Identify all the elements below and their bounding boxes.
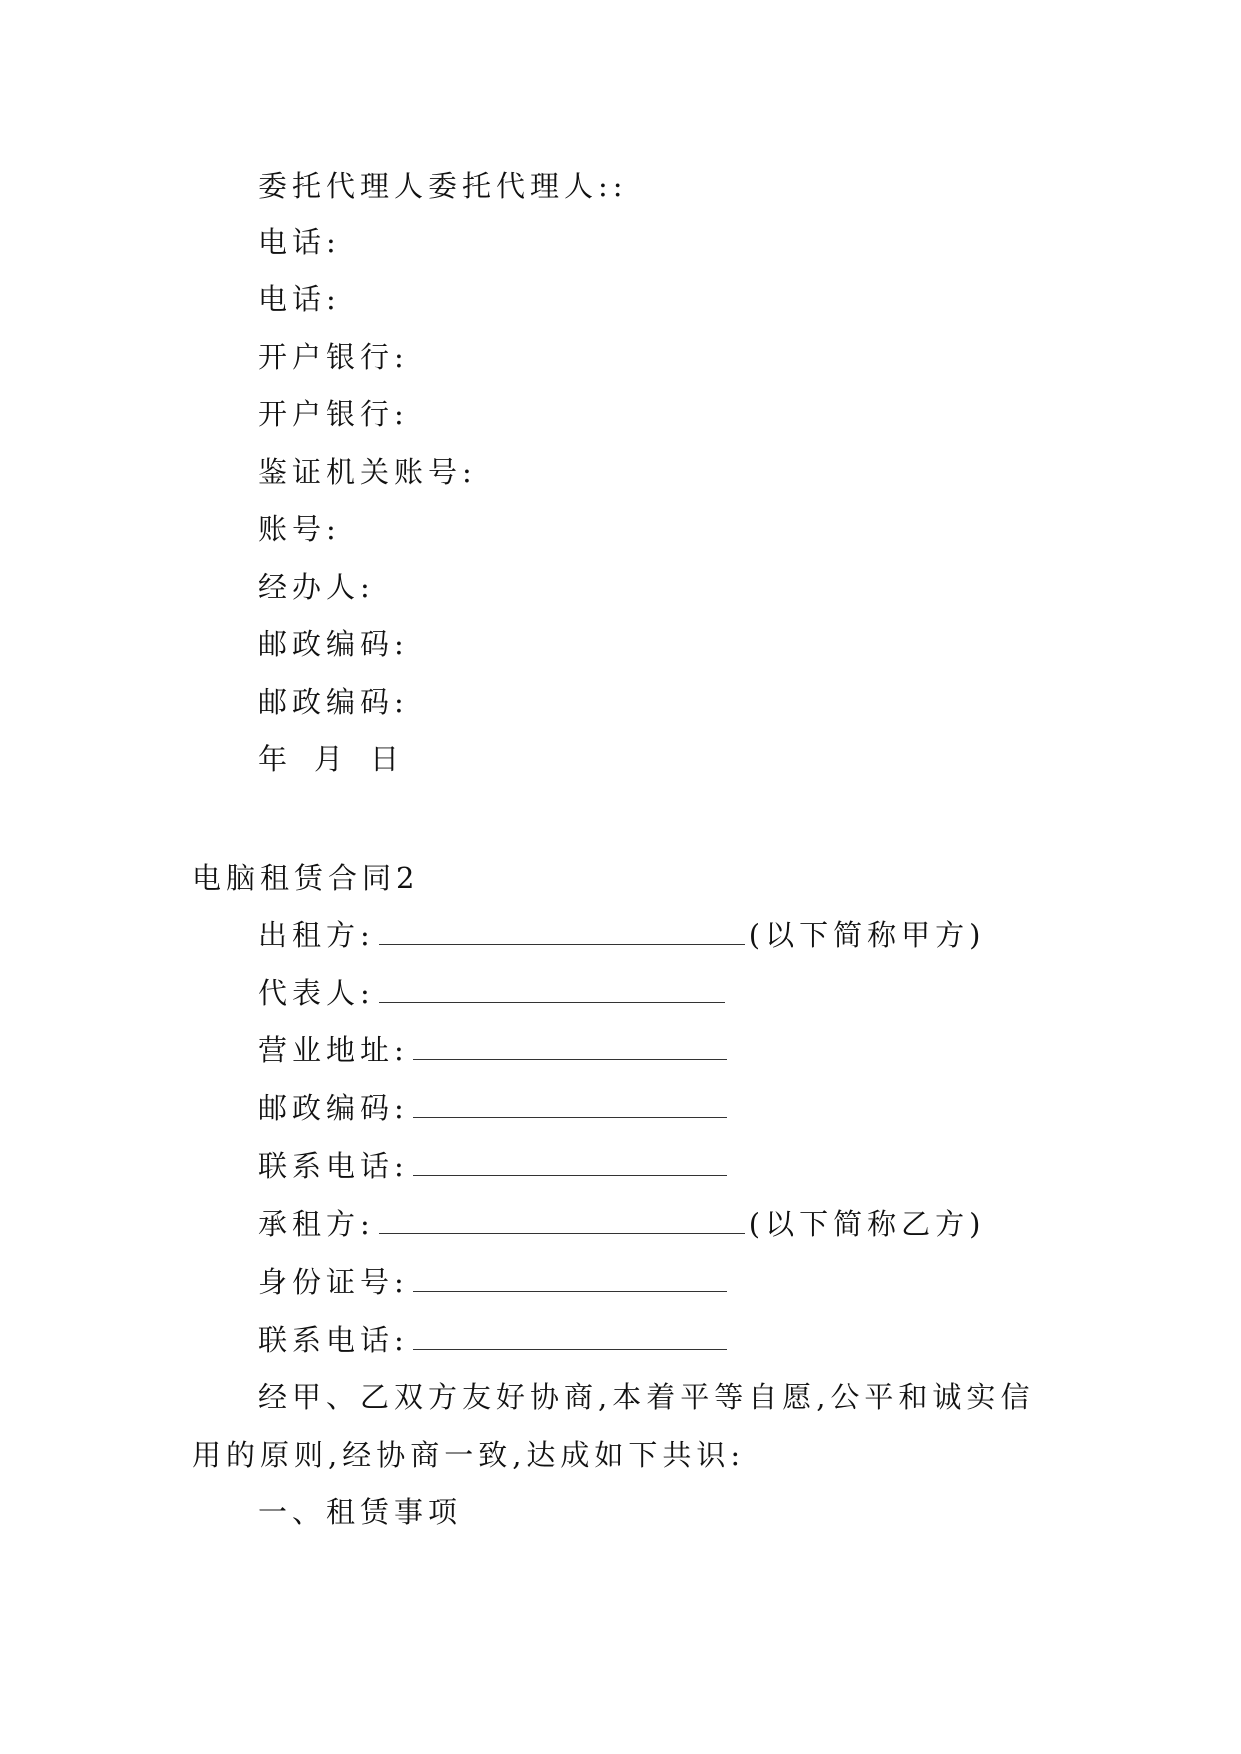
notary-account-label: 鉴证机关账号: bbox=[258, 455, 477, 489]
lessor-line bbox=[258, 918, 986, 952]
lessor-phone-line bbox=[258, 1149, 731, 1183]
postal-code-label: 邮政编码: bbox=[258, 627, 409, 661]
lessor-postal-blank bbox=[413, 1095, 727, 1118]
intro-paragraph: 经甲、乙双方友好协商,本着平等自愿,公平和诚实信用的原则,经协商一致,达成如下共识: bbox=[192, 1380, 1035, 1472]
lessee-phone-label: 联系电话: bbox=[258, 1323, 409, 1357]
lessor-phone-blank bbox=[413, 1153, 727, 1176]
contract-title: 电脑租赁合同2 bbox=[192, 861, 420, 895]
lessee-suffix: (以下简称乙方) bbox=[748, 1207, 986, 1241]
lessor-postal-line bbox=[258, 1091, 731, 1125]
postal-code-label: 邮政编码: bbox=[258, 685, 409, 719]
date-year: 年 bbox=[258, 742, 293, 776]
lessee-label: 承租方: bbox=[258, 1207, 375, 1241]
lessee-phone-line bbox=[258, 1323, 731, 1357]
date-line bbox=[258, 742, 405, 776]
lessee-blank bbox=[379, 1211, 745, 1234]
id-number-label: 身份证号: bbox=[258, 1265, 409, 1299]
lessee-line bbox=[258, 1207, 986, 1241]
handler-label: 经办人: bbox=[258, 570, 375, 604]
id-number-line bbox=[258, 1265, 731, 1299]
lessor-label: 出租方: bbox=[258, 918, 375, 952]
bank-label: 开户银行: bbox=[258, 340, 409, 374]
lessor-blank bbox=[379, 922, 745, 945]
business-address-blank bbox=[413, 1037, 727, 1060]
account-label: 账号: bbox=[258, 512, 341, 546]
lessor-suffix: (以下简称甲方) bbox=[748, 918, 986, 952]
agent-label: 委托代理人委托代理人:: bbox=[258, 169, 628, 203]
date-month: 月 bbox=[314, 742, 349, 776]
bank-label: 开户银行: bbox=[258, 397, 409, 431]
section-heading: 一、租赁事项 bbox=[258, 1495, 463, 1529]
representative-blank bbox=[379, 980, 725, 1003]
id-number-blank bbox=[413, 1269, 727, 1292]
lessor-phone-label: 联系电话: bbox=[258, 1149, 409, 1183]
phone-label: 电话: bbox=[258, 282, 341, 316]
representative-label: 代表人: bbox=[258, 976, 375, 1010]
representative-line bbox=[258, 976, 729, 1010]
phone-label: 电话: bbox=[258, 225, 341, 259]
lessee-phone-blank bbox=[413, 1327, 727, 1350]
business-address-label: 营业地址: bbox=[258, 1033, 409, 1067]
date-day: 日 bbox=[370, 742, 405, 776]
lessor-postal-label: 邮政编码: bbox=[258, 1091, 409, 1125]
business-address-line bbox=[258, 1033, 731, 1067]
